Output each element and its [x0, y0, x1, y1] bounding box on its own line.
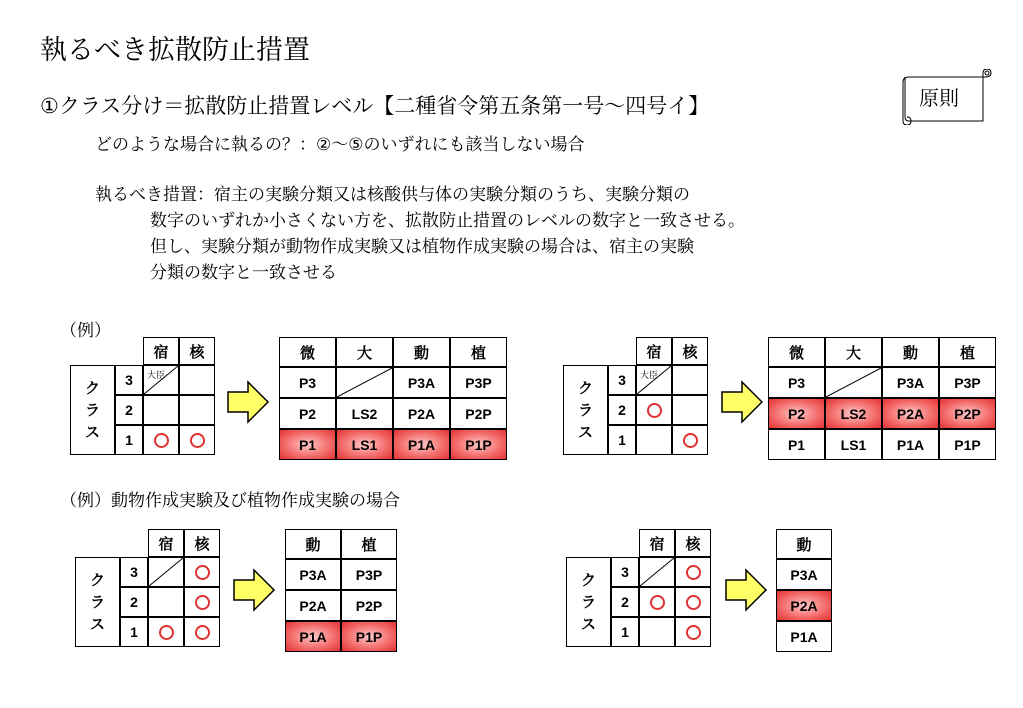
nucleic-col-header [675, 529, 711, 557]
level-col-header [285, 529, 341, 559]
level-cell [341, 559, 397, 590]
level-header-label: 植 [470, 343, 486, 362]
level-value: P1P [355, 628, 383, 645]
level-cell [882, 367, 939, 398]
class-label-vertical [90, 569, 105, 635]
host-col-header [143, 337, 179, 365]
class-label-char: ク [580, 571, 596, 589]
nucleic-cell [184, 587, 220, 617]
level-cell [776, 590, 832, 621]
class-number-cell [611, 557, 639, 587]
level-value: P2A [790, 597, 818, 614]
host-col-label: 宿 [646, 342, 662, 361]
class-number: 1 [130, 624, 138, 640]
level-value: LS1 [351, 436, 378, 453]
level-value: P3 [787, 374, 806, 391]
level-value: P1A [896, 436, 925, 453]
host-cell [148, 557, 184, 587]
level-value: P2A [896, 405, 925, 422]
circle-mark [647, 403, 662, 418]
level-value: P3P [355, 566, 383, 583]
nucleic-cell [179, 425, 215, 455]
level-cell [768, 429, 825, 460]
host-cell [639, 557, 675, 587]
diagonal-line [337, 368, 392, 397]
level-cell [279, 367, 336, 398]
level-header-label: 動 [796, 535, 812, 554]
level-col-header [825, 337, 882, 367]
class-number-cell [611, 617, 639, 647]
level-value: LS1 [840, 436, 867, 453]
level-cell [393, 429, 450, 460]
right-arrow-icon [720, 380, 764, 424]
level-cell [939, 367, 996, 398]
level-value: P1 [787, 436, 806, 453]
level-col-header [939, 337, 996, 367]
level-cell [285, 590, 341, 621]
level-value: P3A [407, 374, 436, 391]
class-label-cell [70, 365, 115, 455]
question-text: どのような場合に執るの？：②～⑤のいずれにも該当しない場合 [95, 135, 585, 155]
principle-scroll [901, 69, 993, 125]
level-cell [825, 429, 882, 460]
level-cell [450, 398, 507, 429]
level-cell [939, 398, 996, 429]
class-number: 2 [621, 594, 629, 610]
right-arrow-icon [226, 380, 270, 424]
nucleic-col-header [179, 337, 215, 365]
level-header-label: 動 [305, 535, 321, 554]
class-label-vertical [581, 569, 596, 635]
class-label-char: ス [577, 423, 593, 441]
level-value: P1P [465, 436, 492, 453]
level-value: P3A [896, 374, 925, 391]
nucleic-cell [672, 425, 708, 455]
level-header-label: 植 [361, 535, 377, 554]
level-value: P2P [954, 405, 981, 422]
measures-line-1: 執るべき措置：宿主の実験分類又は核酸供与体の実験分類のうち、実験分類の [95, 185, 690, 205]
circle-mark [190, 433, 205, 448]
class-number: 3 [125, 372, 133, 388]
level-col-header [768, 337, 825, 367]
level-value: P1P [954, 436, 981, 453]
class-number-cell [115, 425, 143, 455]
level-cell [825, 367, 882, 398]
class-number: 3 [618, 372, 626, 388]
class-number: 3 [621, 564, 629, 580]
example2-label: （例）動物作成実験及び植物作成実験の場合 [60, 491, 400, 511]
right-arrow-icon [232, 568, 276, 612]
host-col-header [148, 529, 184, 557]
host-col-header [636, 337, 672, 365]
nucleic-cell [675, 587, 711, 617]
level-value: LS2 [840, 405, 867, 422]
class-label-vertical [85, 377, 100, 443]
level-value: P3P [954, 374, 981, 391]
circle-mark [154, 433, 169, 448]
class-number: 3 [130, 564, 138, 580]
class-number: 2 [130, 594, 138, 610]
class-number-cell [608, 365, 636, 395]
section-heading: ①クラス分け＝拡散防止措置レベル【二種省令第五条第一号～四号イ】 [40, 94, 710, 118]
class-label-cell [75, 557, 120, 647]
level-value: P2 [787, 405, 806, 422]
level-col-header [450, 337, 507, 367]
level-cell [776, 559, 832, 590]
host-cell [636, 425, 672, 455]
class-label-char: ス [84, 423, 100, 441]
level-header-label: 植 [959, 343, 975, 362]
level-cell [939, 429, 996, 460]
measures-line-3: 但し、実験分類が動物作成実験又は植物作成実験の場合は、宿主の実験 [150, 237, 694, 257]
class-label-char: ク [84, 379, 100, 397]
host-col-header [639, 529, 675, 557]
level-cell [768, 367, 825, 398]
level-value: P3A [790, 566, 818, 583]
nucleic-col-header [184, 529, 220, 557]
level-value: P3A [299, 566, 327, 583]
level-value: P2 [298, 405, 317, 422]
level-col-header [341, 529, 397, 559]
class-number: 2 [125, 402, 133, 418]
level-value: P2A [299, 597, 327, 614]
host-cell [143, 395, 179, 425]
level-cell [336, 429, 393, 460]
level-value: P2P [465, 405, 492, 422]
level-cell [279, 398, 336, 429]
class-label-char: ラ [577, 401, 593, 419]
class-number-cell [120, 617, 148, 647]
level-value: P2A [407, 405, 436, 422]
class-number: 2 [618, 402, 626, 418]
host-cell [148, 617, 184, 647]
level-cell [341, 621, 397, 652]
class-number: 1 [618, 432, 626, 448]
diagonal-line [149, 558, 183, 586]
level-cell [393, 367, 450, 398]
level-col-header [336, 337, 393, 367]
circle-mark [159, 625, 174, 640]
level-value: P2P [355, 597, 383, 614]
page-title: 執るべき拡散防止措置 [40, 35, 310, 66]
host-col-label: 宿 [649, 534, 665, 553]
level-cell [336, 367, 393, 398]
nucleic-col-label: 核 [194, 534, 210, 553]
level-col-header [279, 337, 336, 367]
circle-mark [683, 433, 698, 448]
level-cell [336, 398, 393, 429]
nucleic-cell [672, 365, 708, 395]
level-col-header [882, 337, 939, 367]
level-header-label: 微 [299, 343, 315, 362]
level-header-label: 大 [356, 343, 372, 362]
right-arrow-icon [724, 568, 768, 612]
level-cell [450, 367, 507, 398]
circle-mark [195, 625, 210, 640]
class-number-cell [120, 587, 148, 617]
level-header-label: 動 [413, 343, 429, 362]
nucleic-col-label: 核 [682, 342, 698, 361]
diagonal-line [826, 368, 881, 397]
nucleic-col-label: 核 [685, 534, 701, 553]
circle-mark [686, 625, 701, 640]
class-label-vertical [578, 377, 593, 443]
level-cell [285, 559, 341, 590]
class-number-cell [608, 395, 636, 425]
host-cell [639, 587, 675, 617]
class-number: 1 [125, 432, 133, 448]
minister-note: 大臣 [147, 370, 166, 380]
circle-mark [195, 595, 210, 610]
nucleic-cell [184, 617, 220, 647]
level-cell [882, 398, 939, 429]
class-number-cell [115, 395, 143, 425]
class-label-char: ス [89, 615, 105, 633]
level-cell [882, 429, 939, 460]
host-cell [143, 365, 179, 395]
level-cell [825, 398, 882, 429]
measures-line-4: 分類の数字と一致させる [150, 263, 337, 283]
nucleic-cell [675, 557, 711, 587]
level-header-label: 微 [788, 343, 804, 362]
nucleic-cell [672, 395, 708, 425]
level-value: LS2 [351, 405, 378, 422]
class-label-char: ラ [580, 593, 596, 611]
circle-mark [195, 565, 210, 580]
class-label-char: ク [577, 379, 593, 397]
level-cell [450, 429, 507, 460]
level-header-label: 大 [845, 343, 861, 362]
circle-mark [650, 595, 665, 610]
host-cell [636, 395, 672, 425]
class-number-cell [120, 557, 148, 587]
host-cell [143, 425, 179, 455]
host-cell [148, 587, 184, 617]
level-header-label: 動 [902, 343, 918, 362]
host-col-label: 宿 [158, 534, 174, 553]
level-cell [393, 398, 450, 429]
host-cell [636, 365, 672, 395]
class-number-cell [611, 587, 639, 617]
class-label-cell [566, 557, 611, 647]
level-col-header [776, 529, 832, 559]
class-label-char: ス [580, 615, 596, 633]
nucleic-cell [184, 557, 220, 587]
class-number-cell [608, 425, 636, 455]
level-cell [341, 590, 397, 621]
principle-label: 原則 [919, 86, 959, 110]
level-cell [776, 621, 832, 652]
example-label: （例） [60, 321, 111, 341]
circle-mark [686, 595, 701, 610]
class-number: 1 [621, 624, 629, 640]
level-value: P1A [407, 436, 436, 453]
nucleic-col-label: 核 [189, 342, 205, 361]
level-value: P1 [298, 436, 317, 453]
level-cell [285, 621, 341, 652]
circle-mark [686, 565, 701, 580]
diagonal-line [640, 558, 674, 586]
level-value: P3P [465, 374, 492, 391]
level-value: P3 [298, 374, 317, 391]
level-col-header [393, 337, 450, 367]
nucleic-cell [675, 617, 711, 647]
nucleic-col-header [672, 337, 708, 365]
level-value: P1A [299, 628, 327, 645]
level-cell [279, 429, 336, 460]
measures-line-2: 数字のいずれか小さくない方を、拡散防止措置のレベルの数字と一致させる。 [150, 211, 745, 231]
class-label-char: ラ [84, 401, 100, 419]
level-cell [768, 398, 825, 429]
level-value: P1A [790, 628, 818, 645]
nucleic-cell [179, 365, 215, 395]
class-number-cell [115, 365, 143, 395]
host-col-label: 宿 [153, 342, 169, 361]
minister-note: 大臣 [640, 370, 659, 380]
nucleic-cell [179, 395, 215, 425]
class-label-cell [563, 365, 608, 455]
class-label-char: ク [89, 571, 105, 589]
class-label-char: ラ [89, 593, 105, 611]
host-cell [639, 617, 675, 647]
